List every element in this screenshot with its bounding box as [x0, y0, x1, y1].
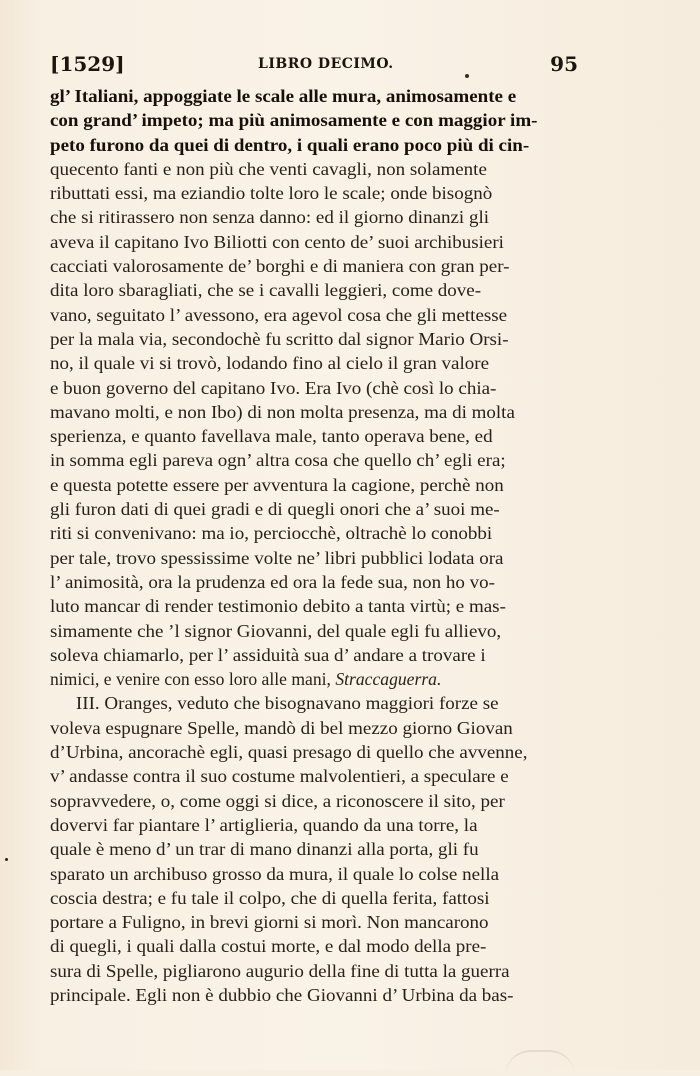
- text-line-content: peto furono da quei di dentro, i quali erano poco più di cin-: [50, 134, 530, 155]
- header-book-title: LIBRO DECIMO.: [258, 56, 394, 72]
- text-line-content: gli furon dati di quei gradi e di quegli onori che a’ suoi me-: [50, 499, 500, 520]
- text-line: [50, 910, 578, 934]
- text-line-content: sopravvedere, o, come oggi si dice, a riconoscere il sito, per: [50, 790, 505, 811]
- text-line-content: per tale, trovo spessissime volte ne’ libri pubblici lodata ora: [50, 547, 504, 568]
- text-line-content: III. Oranges, veduto che bisognavano maggiori forze se: [75, 693, 499, 714]
- text-line-content: d’Urbina, ancorachè egli, quasi presago di quello che avvenne,: [50, 742, 528, 763]
- text-line-content: dita loro sbaragliati, che se i cavalli leggieri, come dove-: [50, 280, 482, 301]
- text-line: [50, 230, 578, 254]
- text-line: [50, 278, 578, 302]
- header-ink-dot: [465, 74, 469, 78]
- text-line: [50, 497, 578, 521]
- text-line: [50, 424, 578, 448]
- text-line-content: e questa potette essere per avventura la cagione, perchè non: [50, 474, 504, 495]
- text-line-content: sparato un archibuso grosso da mura, il quale lo colse nella: [50, 863, 500, 884]
- text-line: [50, 667, 578, 691]
- text-line: [50, 643, 578, 667]
- text-line-content: simamente che ’l signor Giovanni, del quale egli fu allievo,: [50, 620, 502, 641]
- text-line-content: luto mancar di render testimonio debito a tanta virtù; e mas-: [50, 596, 506, 617]
- text-line-content: sperienza, e quanto favellava male, tanto operava bene, ed: [50, 426, 493, 447]
- text-line: [50, 448, 578, 472]
- text-line: [50, 983, 578, 1007]
- text-line: [50, 254, 578, 278]
- text-line-content: che si ritirassero non senza danno: ed il giorno dinanzi gli: [50, 207, 490, 228]
- text-line: [50, 813, 578, 837]
- text-line: [50, 789, 578, 813]
- running-header: [50, 52, 578, 80]
- text-line: [50, 862, 578, 886]
- text-line: [50, 959, 578, 983]
- text-line-content: v’ andasse contra il suo costume malvolentieri, a speculare e: [50, 766, 509, 787]
- text-line-content: no, il quale vi si trovò, lodando fino al cielo il gran valore: [50, 353, 490, 374]
- text-line-content: per la mala via, secondochè fu scritto dal signor Mario Orsi-: [50, 328, 509, 349]
- text-line: [50, 716, 578, 740]
- text-line-content: soleva chiamarlo, per l’ assiduità sua d’ andare a trovare i: [50, 644, 486, 665]
- header-year: [1529]: [50, 52, 125, 76]
- text-line-content: e buon governo del capitano Ivo. Era Ivo (chè così lo chia-: [50, 377, 497, 398]
- text-line: [50, 157, 578, 181]
- text-line-content: principale. Egli non è dubbio che Giovanni d’ Urbina da bas-: [50, 984, 514, 1005]
- body-text: [50, 84, 578, 1007]
- text-line: [50, 934, 578, 958]
- text-line-content: gl’ Italiani, appoggiate le scale alle mura, animosamente e: [50, 86, 517, 106]
- text-line: [50, 594, 578, 618]
- text-line-content: portare a Fuligno, in brevi giorni si morì. Non mancarono: [50, 912, 489, 933]
- text-line: [50, 546, 578, 570]
- text-line: [50, 181, 578, 205]
- text-line: [50, 327, 578, 351]
- text-line-content: cacciati valorosamente de’ borghi e di maniera con gran per-: [50, 256, 510, 277]
- text-line: [50, 691, 578, 715]
- text-line-content: riti si convenivano: ma io, perciocchè, oltrachè lo conobbi: [50, 523, 493, 544]
- text-line-content: voleva espugnare Spelle, mandò di bel mezzo giorno Giovan: [50, 717, 513, 738]
- margin-ink-dot: [5, 858, 8, 861]
- text-line: [50, 570, 578, 594]
- text-line-content: in somma egli pareva ogn’ altra cosa che quello ch’ egli era;: [50, 450, 506, 471]
- scan-watermark: [505, 1050, 575, 1076]
- text-line-content: con grand’ impeto; ma più animosamente e con maggior im-: [50, 110, 538, 131]
- text-line-content: vano, seguitato l’ avessono, era agevol cosa che gli mettesse: [50, 304, 508, 325]
- text-line-content: nimici, e venire con esso loro alle mani,: [50, 669, 331, 690]
- text-line: [50, 886, 578, 910]
- text-line: [50, 133, 578, 157]
- text-line-content: quecento fanti e non più che venti cavagli, non solamente: [50, 158, 487, 179]
- text-line: [50, 84, 578, 108]
- text-line: [50, 521, 578, 545]
- text-line-content: mavano molti, e non Ibo) di non molta presenza, ma di molta: [50, 401, 515, 422]
- text-line: [50, 376, 578, 400]
- text-line-content: sura di Spelle, pigliarono augurio della fine di tutta la guerra: [50, 960, 510, 981]
- text-line: [50, 303, 578, 327]
- text-line: [50, 108, 578, 132]
- italic-epithet: Straccaguerra.: [335, 669, 442, 690]
- text-line: [50, 205, 578, 229]
- text-line-content: di quegli, i quali dalla costui morte, e dal modo della pre-: [50, 936, 487, 957]
- text-line-content: aveva il capitano Ivo Biliotti con cento de’ suoi archibusieri: [50, 231, 504, 252]
- text-line: [50, 400, 578, 424]
- text-line: [50, 764, 578, 788]
- text-line: [50, 837, 578, 861]
- text-line: [50, 740, 578, 764]
- text-line-content: dovervi far piantare l’ artiglieria, quando da una torre, la: [50, 814, 478, 835]
- text-line-content: l’ animosità, ora la prudenza ed ora la fede sua, non ho vo-: [50, 571, 495, 592]
- text-line: [50, 619, 578, 643]
- text-line-content: coscia destra; e fu tale il colpo, che di quella ferita, fattosi: [50, 887, 490, 908]
- page-number: 95: [550, 52, 578, 76]
- text-line: [50, 473, 578, 497]
- text-line-content: quale è meno d’ un trar di mano dinanzi alla porta, gli fu: [50, 839, 479, 860]
- text-line-content: ributtati essi, ma eziandio tolte loro le scale; onde bisognò: [50, 183, 493, 204]
- text-line: [50, 351, 578, 375]
